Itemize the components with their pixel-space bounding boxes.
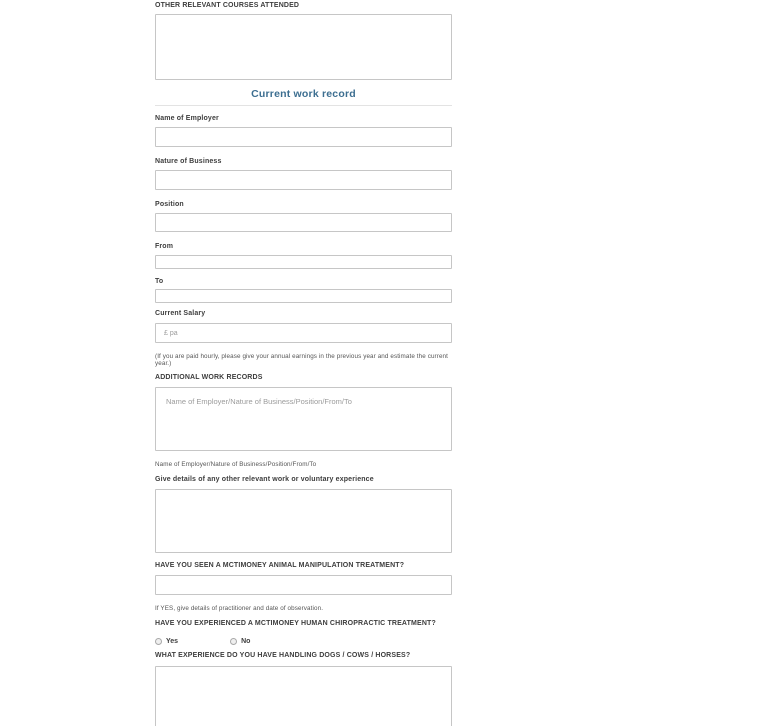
section-divider [155,105,452,106]
additional-work-records-textarea[interactable] [155,387,452,451]
name-of-employer-input[interactable] [155,127,452,147]
to-label: To [155,278,164,285]
other-courses-label: OTHER RELEVANT COURSES ATTENDED [155,2,300,9]
radio-button-icon[interactable] [230,638,237,645]
experienced-treatment-label: HAVE YOU EXPERIENCED A MCTIMONEY HUMAN CHIROPRACTIC TREATMENT? [155,620,436,627]
name-of-employer-label: Name of Employer [155,115,219,122]
from-label: From [155,243,174,250]
salary-help-text: (If you are paid hourly, please give your annual earnings in the previous year and estimate the current year.) [155,353,449,367]
radio-option-yes[interactable] [155,638,178,645]
seen-treatment-help-text: If YES, give details of practitioner and date of observation. [155,605,324,612]
section-title-current-work-record: Current work record [251,88,356,100]
radio-yes-label: Yes [166,638,179,645]
radio-button-icon[interactable] [155,638,162,645]
voluntary-experience-label: Give details of any other relevant work or voluntary experience [155,476,374,483]
experienced-treatment-radio-group [155,638,452,645]
additional-work-records-help-text: Name of Employer/Nature of Business/Position/From/To [155,461,317,468]
from-date-input[interactable] [155,255,452,269]
position-label: Position [155,201,184,208]
radio-option-no[interactable] [230,638,250,645]
current-salary-input[interactable] [155,323,452,343]
position-input[interactable] [155,213,452,232]
seen-treatment-input[interactable] [155,575,452,595]
other-courses-textarea[interactable] [155,14,452,80]
current-salary-label: Current Salary [155,310,206,317]
seen-treatment-label: HAVE YOU SEEN A MCTIMONEY ANIMAL MANIPULATION TREATMENT? [155,562,405,569]
nature-of-business-label: Nature of Business [155,158,222,165]
handling-experience-label: WHAT EXPERIENCE DO YOU HAVE HANDLING DOGS / COWS / HORSES? [155,652,411,659]
nature-of-business-input[interactable] [155,170,452,190]
voluntary-experience-textarea[interactable] [155,489,452,553]
radio-no-label: No [241,638,251,645]
additional-work-records-label: ADDITIONAL WORK RECORDS [155,374,263,381]
handling-experience-textarea[interactable] [155,666,452,726]
to-date-input[interactable] [155,289,452,303]
form-column [155,0,452,726]
